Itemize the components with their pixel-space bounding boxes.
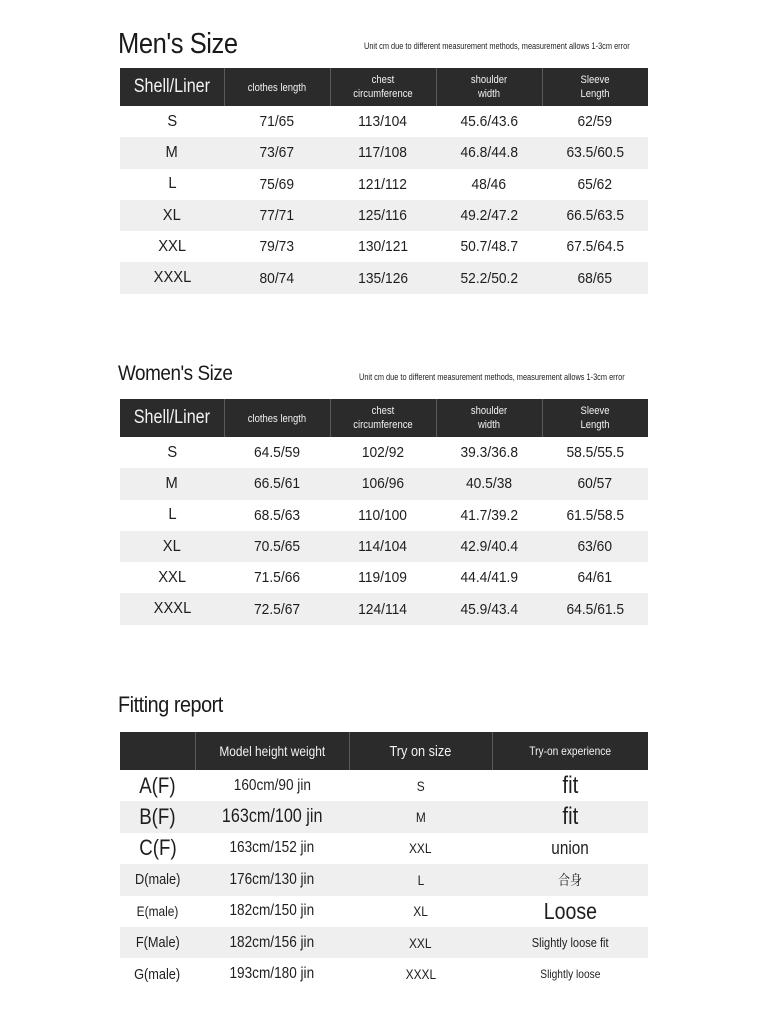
model-cell: D(male): [120, 864, 195, 895]
experience-cell: 合身: [492, 864, 648, 895]
height-weight-cell: 160cm/90 jin: [233, 776, 311, 794]
model-cell: G(male): [134, 965, 181, 983]
table-row: [120, 896, 648, 927]
height-weight-cell: 163cm/152 jin: [229, 839, 315, 857]
value-cell: 71.5/66: [253, 569, 301, 587]
value-cell: 49.2/47.2: [436, 200, 542, 231]
value-cell: 61.5/58.5: [566, 506, 624, 524]
value-cell: 130/121: [358, 238, 408, 256]
height-weight-cell: 182cm/156 jin: [195, 927, 349, 958]
size-cell: XXXL: [120, 593, 224, 624]
size-cell: XXL: [158, 568, 186, 586]
value-cell: 62/59: [577, 113, 613, 131]
value-cell: 125/116: [330, 200, 436, 231]
header-sleeve-length: Sleeve Length: [542, 399, 648, 437]
size-cell: S: [167, 443, 177, 461]
table-row: [120, 593, 648, 624]
try-on-size-cell: XXXL: [405, 966, 436, 983]
table-row: [120, 864, 648, 895]
table-row: [120, 106, 648, 137]
value-cell: 113/104: [358, 113, 408, 131]
try-on-size-cell: L: [349, 864, 492, 895]
value-cell: 117/108: [330, 137, 436, 168]
fitting-report-table: [120, 732, 648, 990]
height-weight-cell: 182cm/150 jin: [229, 902, 315, 920]
header-model-height-weight: Model height weight: [195, 732, 349, 770]
experience-cell: union: [551, 837, 589, 858]
model-cell: F(Male): [120, 927, 195, 958]
height-weight-cell: 176cm/130 jin: [195, 864, 349, 895]
value-cell: 65/62: [577, 175, 613, 193]
value-cell: 63.5/60.5: [542, 137, 648, 168]
value-cell: 135/126: [330, 262, 436, 293]
value-cell: 114/104: [330, 531, 436, 562]
try-on-size-cell: M: [349, 801, 492, 832]
table-row: [120, 137, 648, 168]
table-row: [120, 927, 648, 958]
table-row: [120, 801, 648, 832]
table-header-row: [120, 68, 648, 106]
table-row: [120, 562, 648, 593]
experience-cell: Slightly loose fit: [492, 927, 648, 958]
try-on-size-cell: XL: [413, 903, 428, 920]
value-cell: 60/57: [542, 468, 648, 499]
size-cell: M: [120, 468, 224, 499]
header-clothes-length: clothes length: [224, 399, 330, 437]
model-cell: C(F): [138, 835, 177, 861]
value-cell: 119/109: [358, 569, 408, 587]
height-weight-cell: 163cm/100 jin: [195, 801, 349, 832]
experience-cell: Loose: [543, 897, 597, 924]
value-cell: 110/100: [358, 506, 408, 524]
header-clothes-length: clothes length: [224, 68, 330, 106]
value-cell: 52.2/50.2: [436, 262, 542, 293]
size-cell: XXL: [158, 237, 186, 255]
womens-size-title: Women's Size: [118, 362, 233, 385]
value-cell: 64.5/61.5: [542, 593, 648, 624]
value-cell: 68.5/63: [253, 506, 301, 524]
table-row: [120, 200, 648, 231]
size-cell: XL: [120, 531, 224, 562]
value-cell: 39.3/36.8: [460, 444, 518, 462]
value-cell: 67.5/64.5: [566, 238, 624, 256]
table-row: [120, 770, 648, 801]
experience-cell: Slightly loose: [539, 967, 601, 982]
value-cell: 75/69: [259, 175, 295, 193]
value-cell: 79/73: [259, 238, 295, 256]
header-shell-liner: Shell/Liner: [120, 399, 224, 437]
table-row: [120, 468, 648, 499]
value-cell: 102/92: [361, 444, 405, 462]
value-cell: 45.6/43.6: [460, 113, 518, 131]
header-chest-circumference: chest circumference: [330, 68, 436, 106]
value-cell: 66.5/63.5: [542, 200, 648, 231]
mens-size-title: Men's Size: [118, 28, 238, 60]
value-cell: 46.8/44.8: [436, 137, 542, 168]
table-row: [120, 500, 648, 531]
value-cell: 66.5/61: [224, 468, 330, 499]
mens-size-note: Unit cm due to different measurement methods, measurement allows 1-3cm error: [364, 41, 630, 51]
size-cell: L: [167, 506, 177, 524]
value-cell: 64.5/59: [253, 444, 301, 462]
table-row: [120, 958, 648, 989]
value-cell: 45.9/43.4: [436, 593, 542, 624]
header-model: [120, 732, 195, 770]
height-weight-cell: 193cm/180 jin: [229, 965, 315, 983]
table-row: [120, 833, 648, 864]
value-cell: 63/60: [542, 531, 648, 562]
value-cell: 64/61: [577, 569, 613, 587]
header-try-on-size: Try on size: [349, 732, 492, 770]
value-cell: 48/46: [471, 175, 507, 193]
mens-size-table: [120, 68, 648, 294]
womens-size-table: [120, 399, 648, 625]
size-cell: S: [167, 112, 177, 130]
value-cell: 42.9/40.4: [436, 531, 542, 562]
size-cell: M: [120, 137, 224, 168]
value-cell: 77/71: [224, 200, 330, 231]
try-on-size-cell: S: [416, 777, 425, 794]
model-cell: B(F): [120, 801, 195, 832]
experience-cell: fit: [562, 771, 578, 799]
table-row: [120, 262, 648, 293]
value-cell: 68/65: [542, 262, 648, 293]
model-cell: A(F): [139, 772, 176, 798]
value-cell: 73/67: [224, 137, 330, 168]
try-on-size-cell: XXL: [349, 927, 492, 958]
value-cell: 50.7/48.7: [460, 238, 518, 256]
value-cell: 72.5/67: [224, 593, 330, 624]
header-try-on-experience: Try-on experience: [492, 732, 648, 770]
try-on-size-cell: XXL: [409, 840, 432, 857]
womens-size-note: Unit cm due to different measurement methods, measurement allows 1-3cm error: [359, 372, 625, 382]
header-shell-liner: Shell/Liner: [120, 68, 224, 106]
size-cell: L: [167, 175, 177, 193]
header-chest-circumference: chest circumference: [330, 399, 436, 437]
size-cell: XXXL: [120, 262, 224, 293]
value-cell: 80/74: [224, 262, 330, 293]
value-cell: 106/96: [330, 468, 436, 499]
value-cell: 71/65: [259, 113, 295, 131]
table-header-row: [120, 732, 648, 770]
value-cell: 70.5/65: [224, 531, 330, 562]
value-cell: 44.4/41.9: [460, 569, 518, 587]
model-cell: E(male): [136, 903, 179, 920]
fitting-report-title: Fitting report: [118, 692, 223, 717]
header-shoulder-width: shoulder width: [436, 399, 542, 437]
size-cell: XL: [120, 200, 224, 231]
table-header-row: [120, 399, 648, 437]
value-cell: 121/112: [358, 175, 408, 193]
header-shoulder-width: shoulder width: [436, 68, 542, 106]
value-cell: 124/114: [330, 593, 436, 624]
table-row: [120, 437, 648, 468]
header-sleeve-length: Sleeve Length: [542, 68, 648, 106]
table-row: [120, 231, 648, 262]
table-row: [120, 531, 648, 562]
value-cell: 41.7/39.2: [460, 506, 518, 524]
value-cell: 40.5/38: [436, 468, 542, 499]
experience-cell: fit: [492, 801, 648, 832]
value-cell: 58.5/55.5: [566, 444, 624, 462]
table-row: [120, 169, 648, 200]
